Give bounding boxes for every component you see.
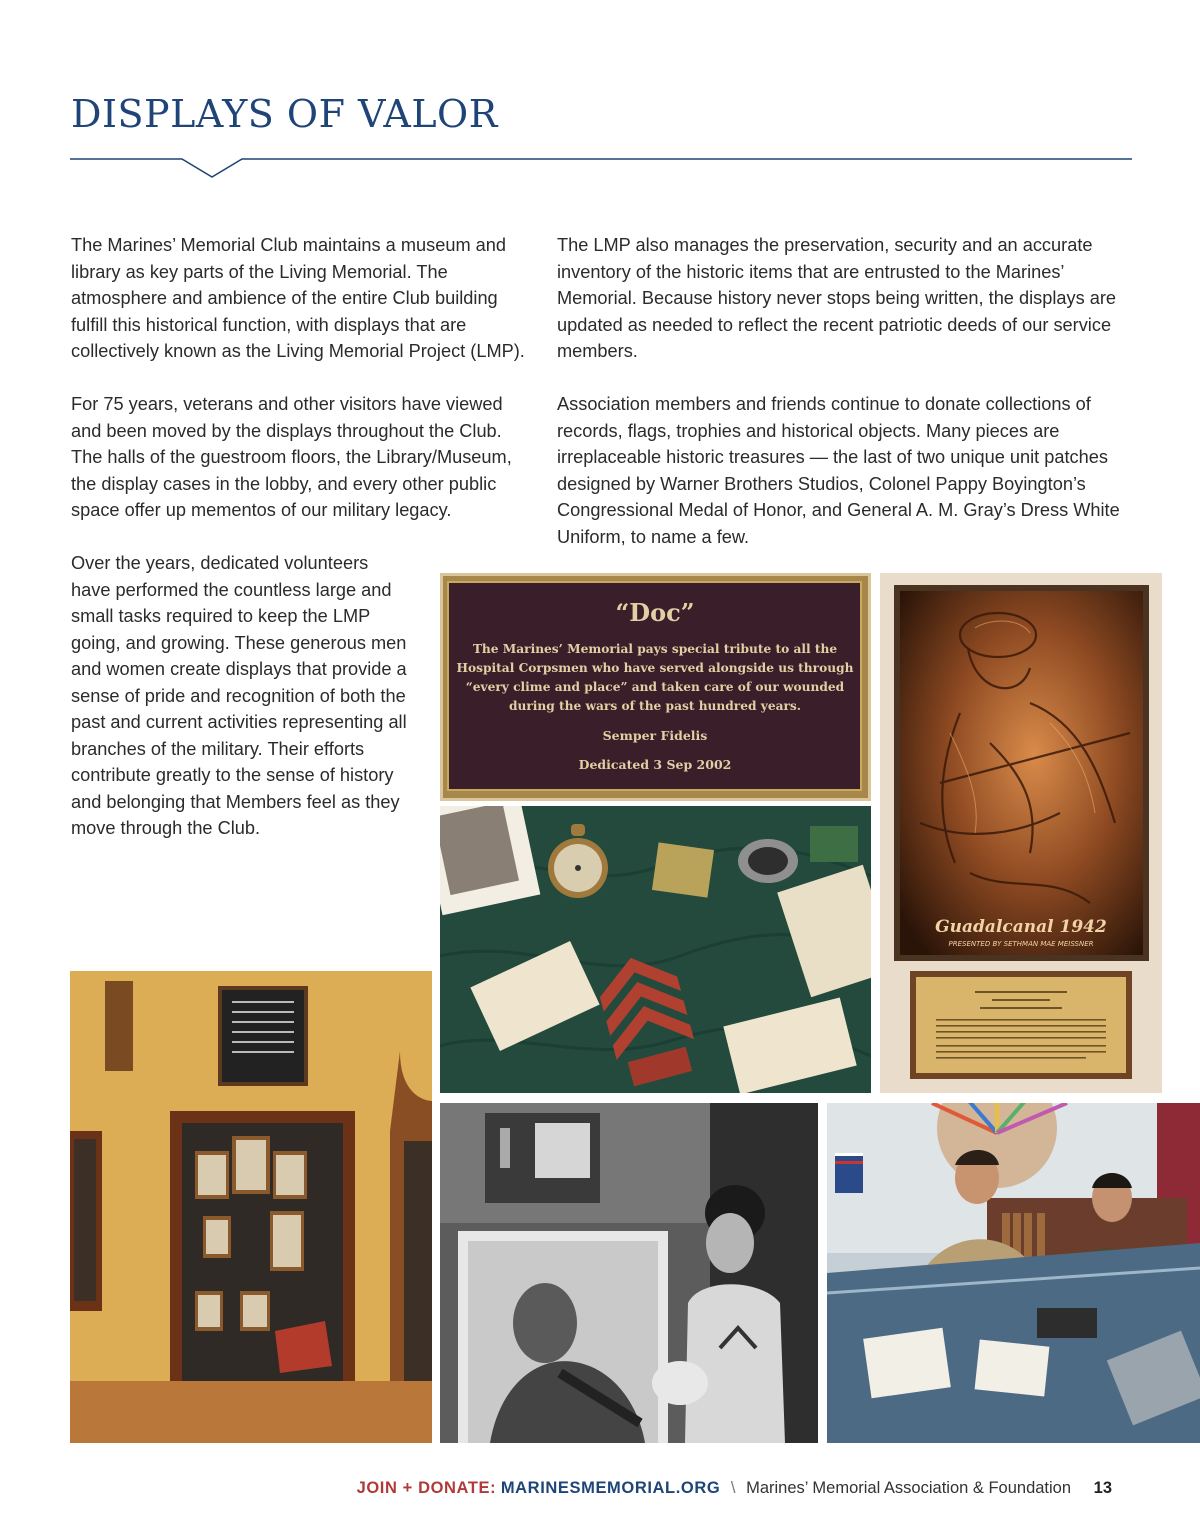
doc-plaque-photo [440, 573, 871, 801]
page-number: 13 [1093, 1479, 1112, 1497]
relief-caption: Guadalcanal 1942 [935, 917, 1107, 937]
plaque-motto: Semper Fidelis [602, 728, 708, 743]
marines-viewing-display-photo [827, 1103, 1200, 1443]
archival-bw-photo [440, 1103, 818, 1443]
paragraph: Association members and friends continue to donate collections of records, flags, trophies and historical objects. Many pieces are irreplaceable historic treasures — the last of two unique unit patches designed by Warner Brothers Studios, Colonel Pappy Boyington’s Congressional Medal of Honor, and General A. M. Gray’s Dress White Uniform, to name a few. [557, 394, 1120, 547]
organization-name: Marines’ Memorial Association & Foundation [746, 1479, 1072, 1497]
memorabilia-display-photo [440, 806, 871, 1093]
plaque-line: Hospital Corpsmen who have served alongside us through [456, 661, 854, 675]
plaque-line: The Marines’ Memorial pays special tribute to all the [472, 642, 838, 656]
page-title: DISPLAYS OF VALOR [71, 92, 498, 136]
guadalcanal-relief-photo [880, 573, 1162, 1093]
paragraph: For 75 years, veterans and other visitors have viewed and been moved by the displays throughout the Club. The halls of the guestroom floors, the Library/Museum, the display cases in the lobby, and every other public space offer up mementos of our military legacy. [71, 394, 512, 520]
paragraph: The Marines’ Memorial Club maintains a museum and library as key parts of the Living Memorial. The atmosphere and ambience of the entire Club building fulfill this historical function, with displays that are collectively known as the Living Memorial Project (LMP). [71, 235, 525, 361]
relief-subcaption: PRESENTED BY SETHMAN MAE MEISSNER [948, 940, 1094, 948]
right-column [557, 232, 1135, 577]
plaque-dedication: Dedicated 3 Sep 2002 [578, 757, 732, 772]
website-link[interactable]: MARINESMEMORIAL.ORG [500, 1479, 721, 1497]
plaque-title: “Doc” [615, 598, 695, 627]
hallway-display-case-photo [70, 971, 432, 1443]
title-divider [70, 150, 1132, 180]
page-footer [357, 1479, 1112, 1498]
plaque-line: during the wars of the past hundred years. [508, 699, 802, 713]
plaque-line: “every clime and place” and taken care of our wounded [465, 680, 845, 694]
paragraph: Over the years, dedicated volunteers have performed the countless large and small tasks required to keep the LMP going, and growing. These generous men and women create displays that provide a sense of pride and recognition of both the past and current activities representing all branches of the military. Their efforts contribute greatly to the sense of history and belonging that Members feel as they move through the Club. [71, 553, 407, 838]
join-donate-label: JOIN + DONATE: [356, 1479, 497, 1497]
footer-separator: \ [730, 1479, 736, 1497]
paragraph: The LMP also manages the preservation, security and an accurate inventory of the historic items that are entrusted to the Marines’ Memorial. Because history never stops being written, the displays are updated as needed to reflect the recent patriotic deeds of our service members. [557, 235, 1117, 361]
